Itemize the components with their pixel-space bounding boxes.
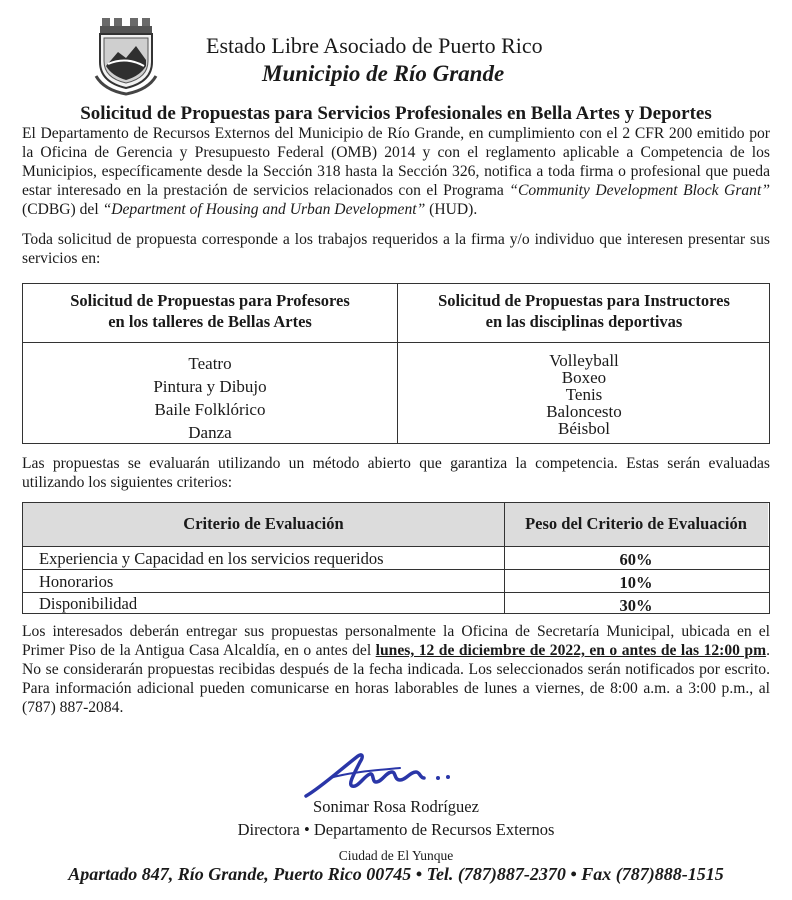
signatory-name: Sonimar Rosa Rodríguez: [313, 797, 479, 816]
weight-column-header: Peso del Criterio de Evaluación: [525, 514, 747, 533]
state-name: Estado Libre Asociado de Puerto Rico: [206, 33, 543, 58]
list-item: Volleyball: [549, 351, 619, 370]
signature-icon: [300, 748, 490, 804]
municipal-seal-icon: [94, 16, 158, 96]
services-table: [22, 283, 770, 444]
cdbg-program-name: “Community Development Block Grant”: [509, 182, 770, 199]
fine-arts-header: Solicitud de Propuestas para Profesores en los talleres de Bellas Artes: [70, 291, 350, 331]
intro-text-2: (CDBG) del: [22, 201, 103, 218]
contact-address: Apartado 847, Río Grande, Puerto Rico 00745 • Tel. (787)887-2370 • Fax (787)888-1515: [68, 864, 724, 884]
list-item: Danza: [188, 423, 232, 442]
list-item: Baloncesto: [546, 402, 622, 421]
weight-fees: 10%: [619, 573, 653, 592]
list-item: Tenis: [565, 385, 603, 404]
submission-deadline: lunes, 12 de diciembre de 2022, en o antes de las 12:00 pm: [375, 642, 767, 659]
list-item: Teatro: [188, 354, 232, 373]
criterion-fees: Honorarios: [39, 572, 114, 591]
hud-department-name: “Department of Housing and Urban Development”: [102, 201, 426, 218]
list-item: Béisbol: [558, 419, 610, 438]
closing-paragraph: Los interesados deberán entregar sus propuestas personalmente la Oficina de Secretaría Municipal, ubicada en el Primer Piso de la Antigua Casa Alcaldía, en o antes del lunes, 12 de diciembre de 2022, en o antes de las 12:00 pm. No se considerarán propuestas recibidas después de la fecha indicada. Los seleccionados serán notificados por escrito. Para información adicional pueden comunicarse en horas laborables de lunes a viernes, de 8:00 a.m. a 3:00 p.m., al (787) 887-2084.: [22, 623, 770, 716]
intro-text-1: El Departamento de Recursos Externos del Municipio de Río Grande, en cumplimiento con el 2 CFR 200 emitido por la Oficina de Gerencia y Presupuesto Federal (OMB) 2014 y con el reglamento aplicable a Competencia de los Municipios, específicamente desde la Sección 318 hasta la Sección 326, notifica a toda firma o profesional que pueda estar interesado en la prestación de servicios relacionados con el Programa: [22, 125, 770, 199]
evaluation-paragraph: Las propuestas se evaluarán utilizando un método abierto que garantiza la competencia. Estas serán evaluadas utilizando los siguientes criterios:: [22, 455, 770, 491]
fine-arts-list: [23, 352, 397, 444]
criterion-column-header: Criterio de Evaluación: [183, 514, 344, 533]
call-paragraph: Toda solicitud de propuesta corresponde a los trabajos requeridos a la firma y/o individuo que interesen presentar sus servicios en:: [22, 231, 770, 267]
intro-paragraph: [22, 124, 770, 219]
municipality-name: Municipio de Río Grande: [262, 61, 505, 86]
list-item: Baile Folklórico: [154, 400, 266, 419]
list-item: Pintura y Dibujo: [153, 377, 267, 396]
intro-text-3: (HUD).: [425, 201, 478, 218]
weight-experience: 60%: [619, 550, 653, 569]
sports-header: Solicitud de Propuestas para Instructores en las disciplinas deportivas: [438, 291, 730, 331]
criterion-experience: Experiencia y Capacidad en los servicios requeridos: [39, 549, 384, 568]
weight-availability: 30%: [619, 596, 653, 615]
criterion-availability: Disponibilidad: [39, 594, 138, 613]
list-item: Boxeo: [561, 368, 607, 387]
city-tagline: Ciudad de El Yunque: [338, 848, 454, 863]
criteria-table: [22, 502, 770, 614]
sports-list: [397, 352, 771, 437]
document-title: Solicitud de Propuestas para Servicios Profesionales en Bella Artes y Deportes: [80, 103, 712, 124]
signatory-title: Directora • Departamento de Recursos Externos: [237, 820, 555, 839]
